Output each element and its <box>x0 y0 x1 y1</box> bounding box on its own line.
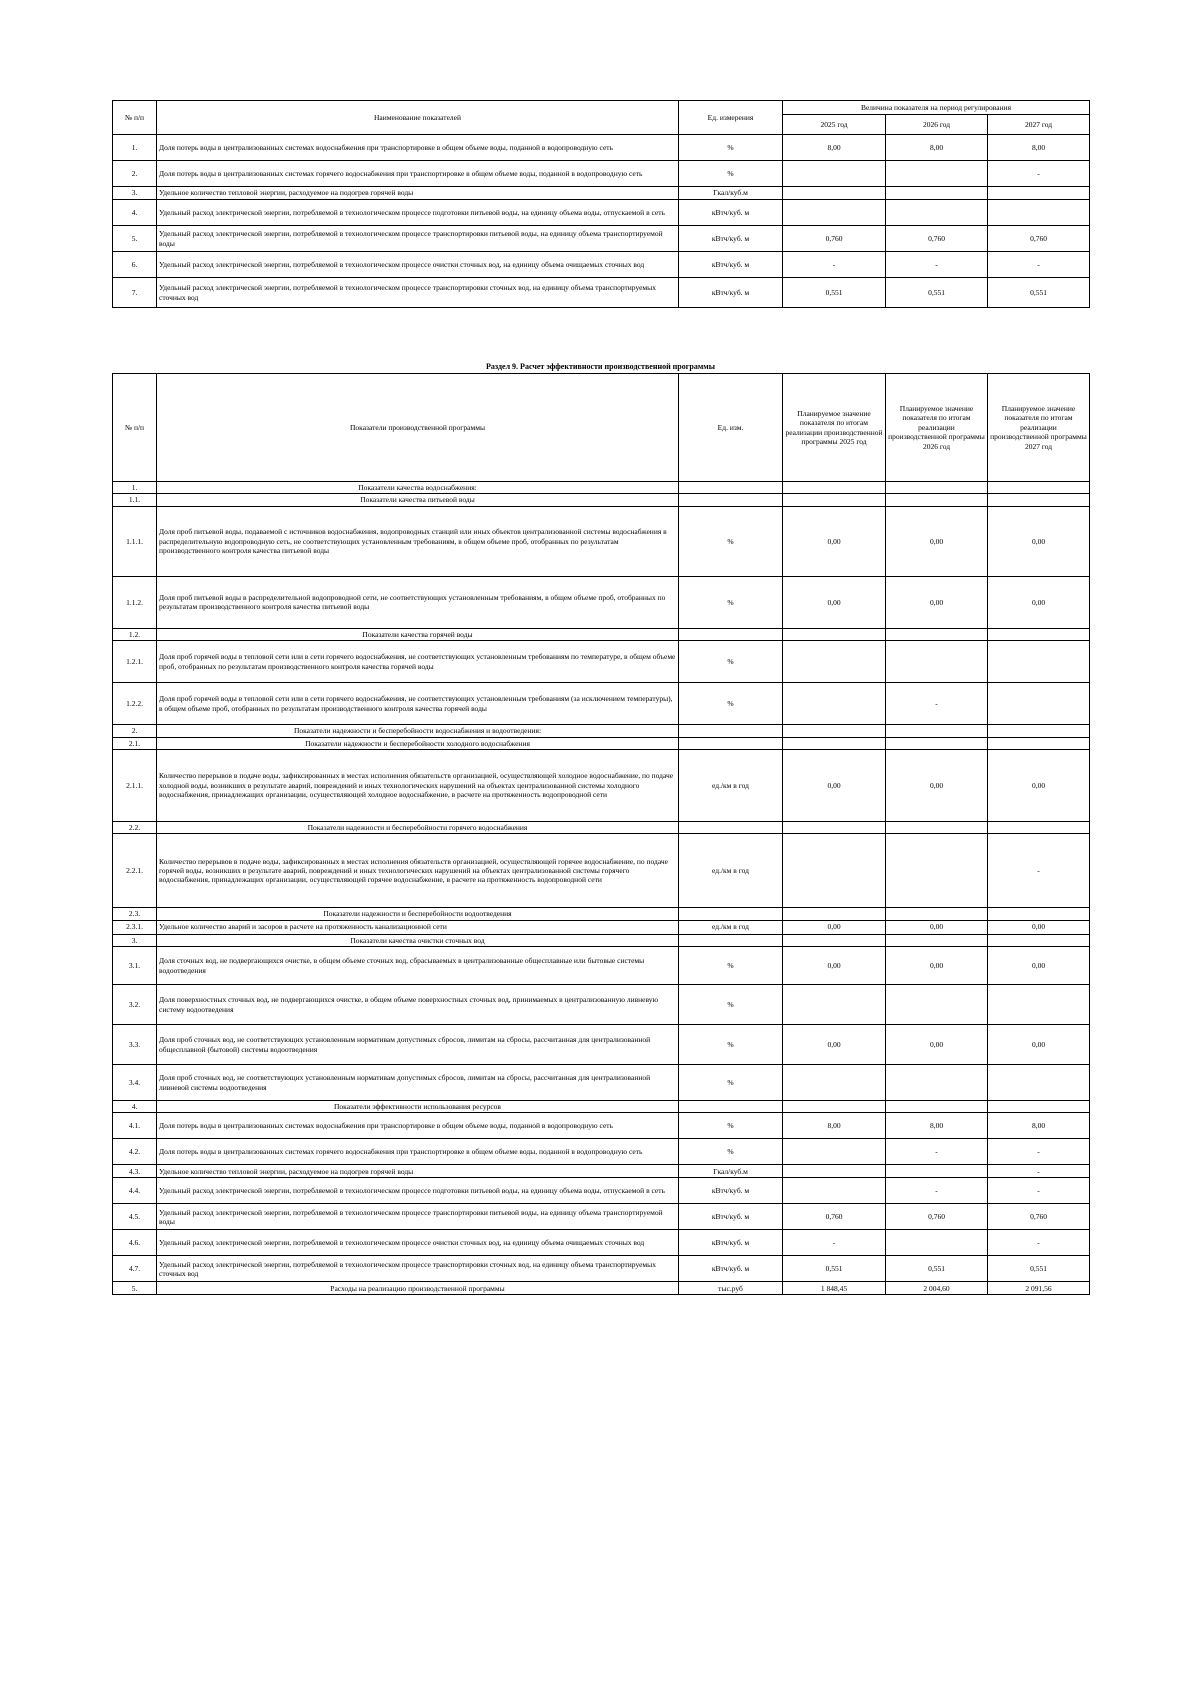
row-name: Удельный расход электрической энергии, потребляемой в технологическом процессе подготовки питьевой воды, на единицу объема воды, отпускаемой в сеть <box>157 200 679 226</box>
row-value: 0,551 <box>783 1256 886 1282</box>
section-row <box>113 737 1090 749</box>
row-value: - <box>886 1139 988 1165</box>
table-row <box>113 1230 1090 1256</box>
section-number: 1.2. <box>113 628 157 640</box>
row-value: 0,551 <box>988 1256 1090 1282</box>
table-row <box>113 1065 1090 1101</box>
section-9-title: Раздел 9. Расчет эффективности производственной программы <box>486 362 715 371</box>
row-value: 8,00 <box>988 1113 1090 1139</box>
section-number: 1.1. <box>113 494 157 506</box>
row-value: - <box>886 683 988 725</box>
row-value: 0,00 <box>886 947 988 985</box>
plan-header: Планируемое значение показателя по итогам реализации производственной программы 2027 год <box>988 374 1090 482</box>
row-value <box>783 1165 886 1178</box>
row-name: Удельный расход электрической энергии, потребляемой в технологическом процессе транспортировки питьевой воды, на единицу объема транспортируемой воды <box>157 1204 679 1230</box>
col-unit-header: Ед. изм. <box>679 374 783 482</box>
empty-cell <box>886 1101 988 1113</box>
row-value <box>783 1178 886 1204</box>
col-num-header: № п/п <box>113 101 157 135</box>
row-value: - <box>988 252 1090 278</box>
empty-cell <box>886 821 988 833</box>
section-title: Показатели качества горячей воды <box>157 628 679 640</box>
section-title: Показатели качества водоснабжения: <box>157 482 679 494</box>
col-unit-header: Ед. измерения <box>679 101 783 135</box>
section-title: Показатели эффективности использования ресурсов <box>157 1101 679 1113</box>
table-row <box>113 1139 1090 1165</box>
empty-cell <box>783 908 886 920</box>
empty-cell <box>886 908 988 920</box>
section-title: Показатели надежности и бесперебойности водоотведения <box>157 908 679 920</box>
section-number: 2.1. <box>113 737 157 749</box>
row-number: 4.1. <box>113 1113 157 1139</box>
empty-cell <box>679 1101 783 1113</box>
row-number: 2.2.1. <box>113 834 157 908</box>
row-unit: Гкал/куб.м <box>679 1165 783 1178</box>
table-row <box>113 947 1090 985</box>
row-value <box>783 683 886 725</box>
section-title: Показатели качества очистки сточных вод <box>157 934 679 946</box>
section-number: 2.2. <box>113 821 157 833</box>
table-row <box>113 1025 1090 1065</box>
row-value: 8,00 <box>783 1113 886 1139</box>
row-unit: % <box>679 641 783 683</box>
section-row <box>113 908 1090 920</box>
row-value: 2 004,60 <box>886 1282 988 1295</box>
row-name: Доля потерь воды в централизованных системах водоснабжения при транспортировке в общем объеме воды, поданной в водопроводную сеть <box>157 1113 679 1139</box>
section-number: 2.3. <box>113 908 157 920</box>
row-value: 0,00 <box>886 506 988 576</box>
row-unit: % <box>679 135 783 161</box>
table-row <box>113 135 1090 161</box>
table-row <box>113 1204 1090 1230</box>
row-unit: % <box>679 947 783 985</box>
row-unit: кВтч/куб. м <box>679 278 783 308</box>
row-value: - <box>988 1165 1090 1178</box>
year-header: 2025 год <box>783 115 886 135</box>
row-unit: % <box>679 683 783 725</box>
row-number: 2. <box>113 161 157 187</box>
table-row <box>113 200 1090 226</box>
row-value <box>783 200 886 226</box>
row-name: Удельный расход электрической энергии, потребляемой в технологическом процессе очистки сточных вод, на единицу объема очищаемых сточных вод <box>157 1230 679 1256</box>
row-number: 1.1.2. <box>113 576 157 628</box>
row-number: 7. <box>113 278 157 308</box>
period-header: Величина показателя на период регулирования <box>783 101 1090 115</box>
row-name: Удельный расход электрической энергии, потребляемой в технологическом процессе очистки сточных вод, на единицу объема очищаемых сточных вод <box>157 252 679 278</box>
empty-cell <box>679 482 783 494</box>
indicators-table <box>112 100 1090 308</box>
row-name: Удельное количество тепловой энергии, расходуемое на подогрев горячей воды <box>157 187 679 200</box>
section-number: 4. <box>113 1101 157 1113</box>
row-number: 6. <box>113 252 157 278</box>
row-unit: % <box>679 506 783 576</box>
row-value <box>886 641 988 683</box>
row-value: 0,551 <box>886 278 988 308</box>
row-value: - <box>886 1178 988 1204</box>
section-title: Показатели надежности и бесперебойности водоснабжения и водоотведения: <box>157 725 679 737</box>
row-value: - <box>988 1230 1090 1256</box>
row-value: 0,551 <box>783 278 886 308</box>
empty-cell <box>988 725 1090 737</box>
row-value <box>886 200 988 226</box>
row-value <box>783 187 886 200</box>
row-unit: кВтч/куб. м <box>679 1230 783 1256</box>
row-value: 8,00 <box>988 135 1090 161</box>
table-row <box>113 226 1090 252</box>
row-unit: ед./км в год <box>679 834 783 908</box>
empty-cell <box>988 1101 1090 1113</box>
row-name: Количество перерывов в подаче воды, зафиксированных в местах исполнения обязательств организацией, осуществляющей горячее водоснабжение, по подаче горячей воды, возникших в результате аварий, повреждений и иных технологических нарушений на объектах централизованной системы горячего водоснабжения, принадлежащих организации, осуществляющей горячее водоснабжение, в расчете на протяженность водопроводной сети <box>157 834 679 908</box>
row-unit: Гкал/куб.м <box>679 187 783 200</box>
col-name-header: Показатели производственной программы <box>157 374 679 482</box>
row-value <box>988 641 1090 683</box>
table-row <box>113 506 1090 576</box>
row-value <box>783 1139 886 1165</box>
row-unit: ед./км в год <box>679 920 783 934</box>
row-value: - <box>886 252 988 278</box>
col-name-header: Наименование показателей <box>157 101 679 135</box>
row-value: 0,551 <box>988 278 1090 308</box>
row-name: Удельный расход электрической энергии, потребляемой в технологическом процессе транспортировки сточных вод, на единицу объема транспортируемых сточных вод <box>157 1256 679 1282</box>
row-value: 0,00 <box>783 947 886 985</box>
row-value <box>886 1230 988 1256</box>
empty-cell <box>679 821 783 833</box>
row-value: 0,00 <box>886 576 988 628</box>
row-number: 5. <box>113 226 157 252</box>
row-value: 0,00 <box>783 576 886 628</box>
row-value: 0,00 <box>988 1025 1090 1065</box>
empty-cell <box>988 908 1090 920</box>
year-header: 2026 год <box>886 115 988 135</box>
row-unit: кВтч/куб. м <box>679 1256 783 1282</box>
empty-cell <box>679 934 783 946</box>
empty-cell <box>988 628 1090 640</box>
row-value <box>886 834 988 908</box>
section-number: 3. <box>113 934 157 946</box>
row-value: 0,00 <box>783 506 886 576</box>
table-row <box>113 1165 1090 1178</box>
total-row <box>113 1282 1090 1295</box>
row-number: 3.4. <box>113 1065 157 1101</box>
row-name: Количество перерывов в подаче воды, зафиксированных в местах исполнения обязательств организацией, осуществляющей холодное водоснабжение, по подаче холодной воды, возникших в результате аварий, повреждений и иных технологических нарушений на объектах централизованной системы холодного водоснабжения, принадлежащих организации, осуществляющей холодное водоснабжение, в расчете на протяженность водопроводной сети <box>157 749 679 821</box>
table-row <box>113 641 1090 683</box>
empty-cell <box>988 494 1090 506</box>
row-number: 4.4. <box>113 1178 157 1204</box>
empty-cell <box>988 934 1090 946</box>
row-unit: кВтч/куб. м <box>679 1178 783 1204</box>
row-value: 1 848,45 <box>783 1282 886 1295</box>
table-row <box>113 161 1090 187</box>
empty-cell <box>886 628 988 640</box>
row-number: 4.2. <box>113 1139 157 1165</box>
empty-cell <box>679 494 783 506</box>
empty-cell <box>783 482 886 494</box>
empty-cell <box>886 494 988 506</box>
row-unit: ед./км в год <box>679 749 783 821</box>
row-name: Удельный расход электрической энергии, потребляемой в технологическом процессе транспортировки питьевой воды, на единицу объема транспортируемой воды <box>157 226 679 252</box>
row-value: - <box>988 1139 1090 1165</box>
empty-cell <box>783 725 886 737</box>
row-number: 5. <box>113 1282 157 1295</box>
row-unit: % <box>679 576 783 628</box>
row-number: 3.1. <box>113 947 157 985</box>
year-header: 2027 год <box>988 115 1090 135</box>
section-row <box>113 725 1090 737</box>
table-row <box>113 834 1090 908</box>
empty-cell <box>783 737 886 749</box>
row-value: 0,00 <box>783 749 886 821</box>
section-row <box>113 482 1090 494</box>
indicators-table-body <box>113 135 1090 308</box>
row-name: Доля проб горячей воды в тепловой сети или в сети горячего водоснабжения, не соответствующих установленным требованиям по температуре, в общем объеме проб, отобранных по результатам производственного контроля качества горячей воды <box>157 641 679 683</box>
table-row <box>113 985 1090 1025</box>
row-value <box>783 1065 886 1101</box>
row-unit: кВтч/куб. м <box>679 226 783 252</box>
empty-cell <box>679 725 783 737</box>
empty-cell <box>679 628 783 640</box>
row-unit: % <box>679 985 783 1025</box>
row-name: Доля поверхностных сточных вод, не подвергающихся очистке, в общем объеме поверхностных сточных вод, принимаемых в централизованную ливневую систему водоотведения <box>157 985 679 1025</box>
row-value: 0,00 <box>783 920 886 934</box>
row-unit: тыс.руб <box>679 1282 783 1295</box>
section-row <box>113 628 1090 640</box>
empty-cell <box>679 737 783 749</box>
row-value <box>783 161 886 187</box>
table-row <box>113 920 1090 934</box>
row-value: 0,00 <box>783 1025 886 1065</box>
row-value <box>886 985 988 1025</box>
row-number: 3.3. <box>113 1025 157 1065</box>
row-value <box>886 187 988 200</box>
row-value <box>783 641 886 683</box>
row-value: 8,00 <box>886 1113 988 1139</box>
row-number: 4.6. <box>113 1230 157 1256</box>
row-value <box>988 1065 1090 1101</box>
row-name: Удельный расход электрической энергии, потребляемой в технологическом процессе подготовки питьевой воды, на единицу объема воды, отпускаемой в сеть <box>157 1178 679 1204</box>
table-row <box>113 576 1090 628</box>
row-unit: кВтч/куб. м <box>679 1204 783 1230</box>
plan-header: Планируемое значение показателя по итогам реализации производственной программы 2025 год <box>783 374 886 482</box>
row-value: 0,760 <box>988 1204 1090 1230</box>
row-name: Доля потерь воды в централизованных системах водоснабжения при транспортировке в общем объеме воды, поданной в водопроводную сеть <box>157 135 679 161</box>
row-name: Расходы на реализацию производственной программы <box>157 1282 679 1295</box>
row-number: 2.3.1. <box>113 920 157 934</box>
empty-cell <box>783 1101 886 1113</box>
plan-header: Планируемое значение показателя по итогам реализации производственной программы 2026 год <box>886 374 988 482</box>
row-value <box>988 683 1090 725</box>
row-name: Удельный расход электрической энергии, потребляемой в технологическом процессе транспортировки сточных вод, на единицу объема транспортируемых сточных вод <box>157 278 679 308</box>
table-row <box>113 187 1090 200</box>
row-name: Доля проб горячей воды в тепловой сети или в сети горячего водоснабжения, не соответствующих установленным требованиям (за исключением температуры), в общем объеме проб, отобранных по результатам производственного контроля качества горячей воды <box>157 683 679 725</box>
empty-cell <box>783 628 886 640</box>
row-unit: % <box>679 1025 783 1065</box>
row-number: 1.2.2. <box>113 683 157 725</box>
row-unit: % <box>679 1113 783 1139</box>
table-row <box>113 278 1090 308</box>
row-unit: кВтч/куб. м <box>679 200 783 226</box>
row-value: 0,760 <box>988 226 1090 252</box>
row-number: 4.7. <box>113 1256 157 1282</box>
row-unit: кВтч/куб. м <box>679 252 783 278</box>
row-value <box>988 200 1090 226</box>
row-number: 4.3. <box>113 1165 157 1178</box>
row-value <box>783 834 886 908</box>
row-value: 2 091,56 <box>988 1282 1090 1295</box>
row-value: 0,760 <box>886 226 988 252</box>
empty-cell <box>783 821 886 833</box>
table-row <box>113 1256 1090 1282</box>
row-value: - <box>783 252 886 278</box>
empty-cell <box>783 494 886 506</box>
section-title: Показатели надежности и бесперебойности горячего водоснабжения <box>157 821 679 833</box>
row-value: - <box>783 1230 886 1256</box>
row-name: Доля проб питьевой воды, подаваемой с источников водоснабжения, водопроводных станций или иных объектов централизованной системы водоснабжения в распределительную водопроводную сеть, не соответствующих установленным требованиям, в общем объеме проб, отобранных по результатам производственного контроля качества питьевой воды <box>157 506 679 576</box>
empty-cell <box>886 737 988 749</box>
col-num-header: № п/п <box>113 374 157 482</box>
row-value: 0,551 <box>886 1256 988 1282</box>
row-value: - <box>988 161 1090 187</box>
row-value: 8,00 <box>886 135 988 161</box>
table-row <box>113 1178 1090 1204</box>
row-number: 2.1.1. <box>113 749 157 821</box>
empty-cell <box>783 934 886 946</box>
row-unit: % <box>679 161 783 187</box>
row-value <box>886 1165 988 1178</box>
row-value: 0,00 <box>988 576 1090 628</box>
section-row <box>113 1101 1090 1113</box>
section-title: Показатели надежности и бесперебойности холодного водоснабжения <box>157 737 679 749</box>
section-row <box>113 494 1090 506</box>
section-number: 1. <box>113 482 157 494</box>
row-value <box>783 985 886 1025</box>
row-value <box>886 161 988 187</box>
row-unit: % <box>679 1065 783 1101</box>
empty-cell <box>679 908 783 920</box>
row-value: 8,00 <box>783 135 886 161</box>
row-value <box>988 187 1090 200</box>
row-name: Доля проб питьевой воды в распределительной водопроводной сети, не соответствующих установленным требованиям, в общем объеме проб, отобранных по результатам производственного контроля качества питьевой воды <box>157 576 679 628</box>
row-value: - <box>988 1178 1090 1204</box>
row-value: 0,760 <box>783 226 886 252</box>
row-value <box>988 985 1090 1025</box>
section-row <box>113 821 1090 833</box>
row-value: 0,00 <box>988 749 1090 821</box>
row-value <box>886 1065 988 1101</box>
empty-cell <box>988 821 1090 833</box>
empty-cell <box>886 725 988 737</box>
table-row <box>113 683 1090 725</box>
row-number: 1.2.1. <box>113 641 157 683</box>
row-value: 0,00 <box>988 920 1090 934</box>
row-name: Удельное количество тепловой энергии, расходуемое на подогрев горячей воды <box>157 1165 679 1178</box>
row-number: 4.5. <box>113 1204 157 1230</box>
row-value: 0,00 <box>988 947 1090 985</box>
row-name: Доля потерь воды в централизованных системах горячего водоснабжения при транспортировке в общем объеме воды, поданной в водопроводную сеть <box>157 161 679 187</box>
row-name: Доля потерь воды в централизованных системах горячего водоснабжения при транспортировке в общем объеме воды, поданной в водопроводную сеть <box>157 1139 679 1165</box>
row-value: 0,760 <box>783 1204 886 1230</box>
row-name: Удельное количество аварий и засоров в расчете на протяженность канализационной сети <box>157 920 679 934</box>
table-row <box>113 749 1090 821</box>
table-row <box>113 252 1090 278</box>
section-row <box>113 934 1090 946</box>
section-title: Показатели качества питьевой воды <box>157 494 679 506</box>
row-name: Доля проб сточных вод, не соответствующих установленным нормативам допустимых сбросов, лимитам на сбросы, рассчитанная для централизованной ливневой системы водоотведения <box>157 1065 679 1101</box>
empty-cell <box>886 934 988 946</box>
row-value: 0,760 <box>886 1204 988 1230</box>
row-unit: % <box>679 1139 783 1165</box>
section-number: 2. <box>113 725 157 737</box>
row-value: 0,00 <box>886 749 988 821</box>
efficiency-table-body <box>113 482 1090 1295</box>
row-name: Доля сточных вод, не подвергающихся очистке, в общем объеме сточных вод, сбрасываемых в централизованные общесплавные или бытовые системы водоотведения <box>157 947 679 985</box>
row-number: 1. <box>113 135 157 161</box>
row-number: 4. <box>113 200 157 226</box>
row-value: 0,00 <box>886 1025 988 1065</box>
row-value: 0,00 <box>886 920 988 934</box>
row-name: Доля проб сточных вод, не соответствующих установленным нормативам допустимых сбросов, лимитам на сбросы, рассчитанная для централизованной общесплавной (бытовой) системы водоотведения <box>157 1025 679 1065</box>
empty-cell <box>988 737 1090 749</box>
row-value: - <box>988 834 1090 908</box>
row-number: 3. <box>113 187 157 200</box>
row-number: 3.2. <box>113 985 157 1025</box>
row-value: 0,00 <box>988 506 1090 576</box>
empty-cell <box>988 482 1090 494</box>
efficiency-table <box>112 373 1090 1295</box>
empty-cell <box>886 482 988 494</box>
table-row <box>113 1113 1090 1139</box>
row-number: 1.1.1. <box>113 506 157 576</box>
